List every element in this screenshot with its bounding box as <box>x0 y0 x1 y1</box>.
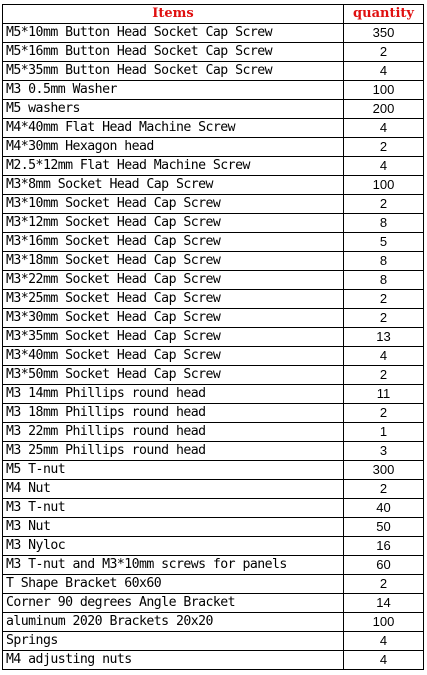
table-row <box>3 24 424 43</box>
item-cell: M3 Nut <box>3 518 344 537</box>
item-cell: M3*10mm Socket Head Cap Screw <box>3 195 344 214</box>
quantity-cell: 2 <box>344 309 424 328</box>
item-cell: M3 Nyloc <box>3 537 344 556</box>
table-row <box>3 119 424 138</box>
table-row <box>3 81 424 100</box>
item-cell: M3*22mm Socket Head Cap Screw <box>3 271 344 290</box>
item-cell: M3 T-nut and M3*10mm screws for panels <box>3 556 344 575</box>
table-row <box>3 537 424 556</box>
item-cell: M3*35mm Socket Head Cap Screw <box>3 328 344 347</box>
quantity-cell: 100 <box>344 81 424 100</box>
table-row <box>3 100 424 119</box>
table-row <box>3 442 424 461</box>
table-row <box>3 423 424 442</box>
quantity-cell: 4 <box>344 347 424 366</box>
table-row <box>3 214 424 233</box>
table-row <box>3 404 424 423</box>
item-cell: M4 adjusting nuts <box>3 651 344 670</box>
item-cell: M3*25mm Socket Head Cap Screw <box>3 290 344 309</box>
table-row <box>3 347 424 366</box>
item-cell: T Shape Bracket 60x60 <box>3 575 344 594</box>
quantity-cell: 13 <box>344 328 424 347</box>
table-row <box>3 594 424 613</box>
table-row <box>3 613 424 632</box>
quantity-cell: 40 <box>344 499 424 518</box>
item-cell: M3*12mm Socket Head Cap Screw <box>3 214 344 233</box>
item-cell: M5*10mm Button Head Socket Cap Screw <box>3 24 344 43</box>
item-cell: M3 22mm Phillips round head <box>3 423 344 442</box>
quantity-cell: 5 <box>344 233 424 252</box>
table-row <box>3 366 424 385</box>
table-row <box>3 518 424 537</box>
quantity-cell: 100 <box>344 613 424 632</box>
item-cell: aluminum 2020 Brackets 20x20 <box>3 613 344 632</box>
table-row <box>3 499 424 518</box>
quantity-cell: 2 <box>344 290 424 309</box>
item-cell: M3*40mm Socket Head Cap Screw <box>3 347 344 366</box>
parts-list <box>2 4 423 670</box>
item-cell: M4 Nut <box>3 480 344 499</box>
item-cell: Springs <box>3 632 344 651</box>
table-row <box>3 43 424 62</box>
quantity-cell: 4 <box>344 119 424 138</box>
quantity-cell: 1 <box>344 423 424 442</box>
quantity-cell: 2 <box>344 195 424 214</box>
table-row <box>3 480 424 499</box>
table-row <box>3 62 424 81</box>
item-cell: M5 T-nut <box>3 461 344 480</box>
quantity-cell: 4 <box>344 157 424 176</box>
quantity-cell: 50 <box>344 518 424 537</box>
table-row <box>3 157 424 176</box>
quantity-cell: 350 <box>344 24 424 43</box>
item-cell: Corner 90 degrees Angle Bracket <box>3 594 344 613</box>
table-row <box>3 176 424 195</box>
table-row <box>3 461 424 480</box>
item-cell: M2.5*12mm Flat Head Machine Screw <box>3 157 344 176</box>
item-cell: M5 washers <box>3 100 344 119</box>
table-row <box>3 632 424 651</box>
quantity-cell: 100 <box>344 176 424 195</box>
table-row <box>3 385 424 404</box>
quantity-cell: 8 <box>344 214 424 233</box>
quantity-cell: 4 <box>344 62 424 81</box>
item-cell: M5*16mm Button Head Socket Cap Screw <box>3 43 344 62</box>
item-cell: M4*30mm Hexagon head <box>3 138 344 157</box>
table-body <box>3 24 424 670</box>
quantity-cell: 2 <box>344 480 424 499</box>
table-row <box>3 575 424 594</box>
item-cell: M3 18mm Phillips round head <box>3 404 344 423</box>
table-row <box>3 290 424 309</box>
item-cell: M3*50mm Socket Head Cap Screw <box>3 366 344 385</box>
quantity-cell: 2 <box>344 138 424 157</box>
quantity-cell: 4 <box>344 651 424 670</box>
quantity-cell: 8 <box>344 271 424 290</box>
table-row <box>3 556 424 575</box>
item-cell: M3*30mm Socket Head Cap Screw <box>3 309 344 328</box>
table-row <box>3 252 424 271</box>
quantity-cell: 2 <box>344 366 424 385</box>
item-cell: M5*35mm Button Head Socket Cap Screw <box>3 62 344 81</box>
table-row <box>3 328 424 347</box>
header-row <box>3 5 424 24</box>
item-cell: M3 25mm Phillips round head <box>3 442 344 461</box>
quantity-cell: 11 <box>344 385 424 404</box>
table-row <box>3 309 424 328</box>
quantity-cell: 300 <box>344 461 424 480</box>
table-row <box>3 271 424 290</box>
quantity-cell: 200 <box>344 100 424 119</box>
quantity-cell: 2 <box>344 404 424 423</box>
table-row <box>3 138 424 157</box>
quantity-cell: 16 <box>344 537 424 556</box>
quantity-cell: 3 <box>344 442 424 461</box>
quantity-cell: 2 <box>344 575 424 594</box>
quantity-cell: 8 <box>344 252 424 271</box>
quantity-cell: 2 <box>344 43 424 62</box>
parts-table <box>2 4 424 670</box>
item-cell: M3*8mm Socket Head Cap Screw <box>3 176 344 195</box>
quantity-cell: 14 <box>344 594 424 613</box>
item-cell: M3 0.5mm Washer <box>3 81 344 100</box>
table-row <box>3 651 424 670</box>
table-row <box>3 233 424 252</box>
items-header: Items <box>3 5 344 24</box>
item-cell: M3*16mm Socket Head Cap Screw <box>3 233 344 252</box>
item-cell: M4*40mm Flat Head Machine Screw <box>3 119 344 138</box>
quantity-header: quantity <box>344 5 424 24</box>
quantity-cell: 60 <box>344 556 424 575</box>
item-cell: M3 14mm Phillips round head <box>3 385 344 404</box>
item-cell: M3 T-nut <box>3 499 344 518</box>
item-cell: M3*18mm Socket Head Cap Screw <box>3 252 344 271</box>
table-row <box>3 195 424 214</box>
quantity-cell: 4 <box>344 632 424 651</box>
